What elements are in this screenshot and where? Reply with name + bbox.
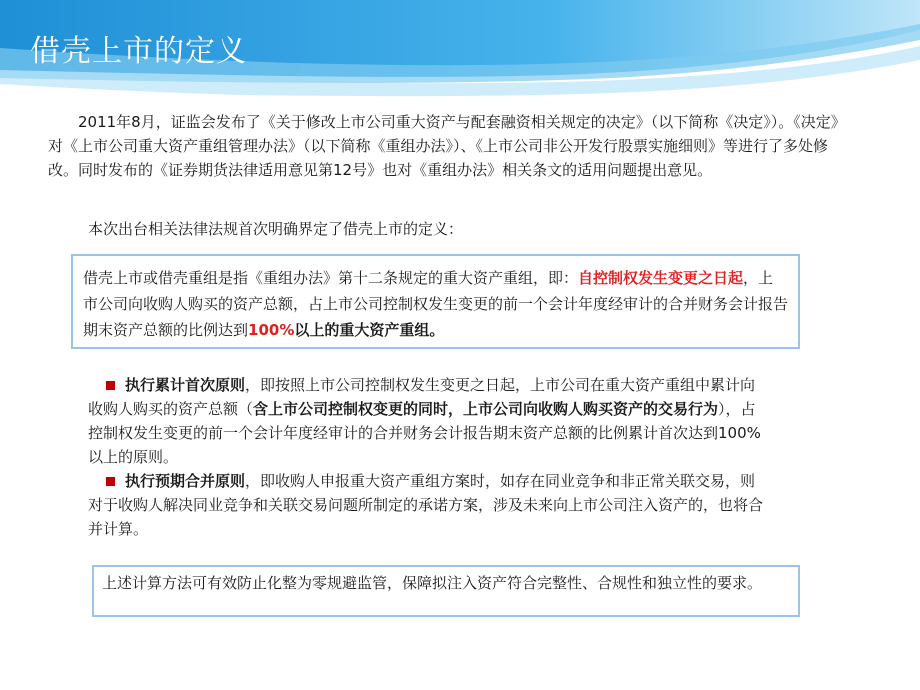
lead-sentence: 本次出台相关法律法规首次明确界定了借壳上市的定义： <box>88 220 464 238</box>
conclusion-box: 上述计算方法可有效防止化整为零规避监管，保障拟注入资产符合完整性、合规性和独立性的要求。 <box>92 565 800 617</box>
square-bullet-icon <box>106 381 115 390</box>
definition-percent: 100% <box>248 321 295 339</box>
definition-highlight: 自控制权发生变更之日起 <box>578 269 744 287</box>
definition-box <box>71 254 800 349</box>
rules-list <box>88 373 768 541</box>
rule-text: ，即按照上市公司控制权发生变更之日起，上市公司在重大资产重组中累计向收购人购买的资产总额（ <box>88 376 756 418</box>
rule-heading: 执行累计首次原则 <box>125 376 246 394</box>
page-title: 借壳上市的定义 <box>30 34 247 69</box>
header-banner <box>0 0 920 110</box>
definition-text-2: ，上市公司向收购人购买的资产总额，占上市公司控制权发生变更的前一个会计年度经审计的合并财务会计报告期末资产总额的比例达到 <box>83 269 789 339</box>
definition-text-1: 借壳上市或借壳重组是指《重组办法》第十二条规定的重大资产重组，即： <box>83 269 579 287</box>
list-item <box>88 469 768 541</box>
definition-text-3: 以上的重大资产重组。 <box>294 321 445 339</box>
list-item <box>88 373 768 469</box>
rule-text: ，即收购人申报重大资产重组方案时，如存在同业竞争和非正常关联交易，则对于收购人解决同业竞争和关联交易问题所制定的承诺方案，涉及未来向上市公司注入资产的，也将合并计算。 <box>88 472 764 538</box>
square-bullet-icon <box>106 477 115 486</box>
rule-bold-text: 含上市公司控制权变更的同时，上市公司向收购人购买资产的交易行为 <box>253 400 719 418</box>
intro-paragraph: 2011年8月，证监会发布了《关于修改上市公司重大资产与配套融资相关规定的决定》（以下简称《决定》）。《决定》对《上市公司重大资产重组管理办法》（以下简称《重组办法》）、《上市公司非公开发行股票实施细则》等进行了多处修改。同时发布的《证券期货法律适用意见第12号》也对《重组办法》相关条文的适用问题提出意见。 <box>48 113 846 179</box>
rule-heading: 执行预期合并原则 <box>125 472 246 490</box>
rule-text-2: ），占控制权发生变更的前一个会计年度经审计的合并财务会计报告期末资产总额的比例累计首次达到100%以上的原则。 <box>88 400 761 466</box>
